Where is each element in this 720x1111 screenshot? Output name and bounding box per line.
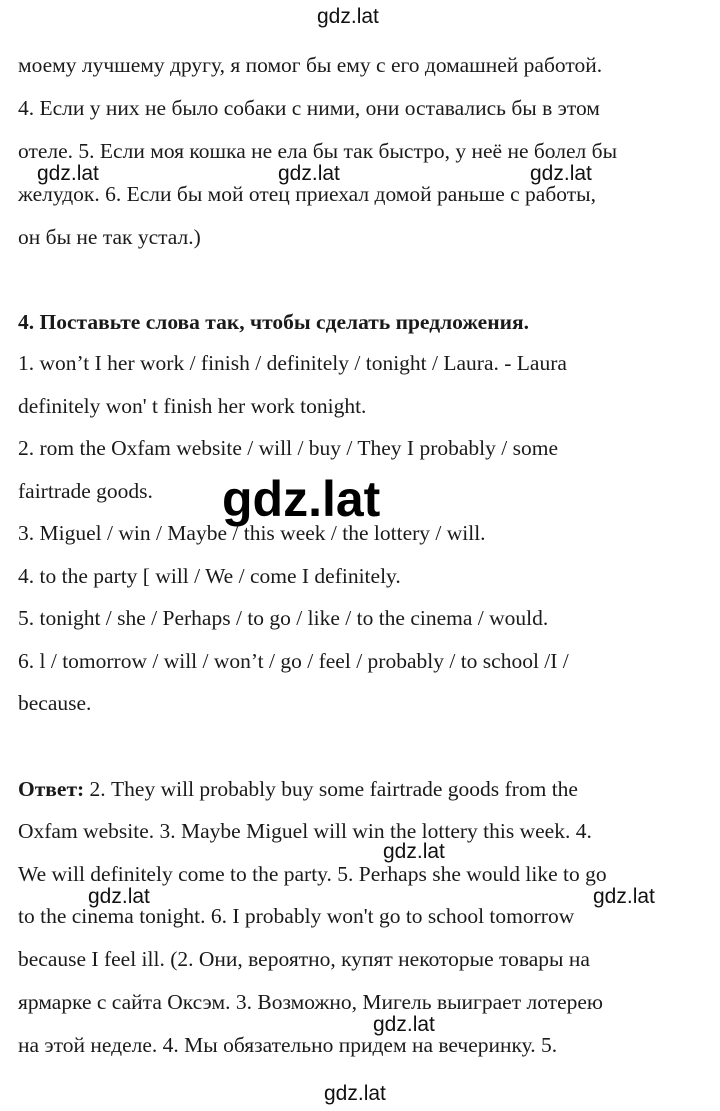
exercise-line: definitely won' t finish her work tonight. bbox=[18, 394, 367, 418]
watermark: gdz.lat bbox=[530, 162, 592, 185]
exercise-heading: 4. Поставьте слова так, чтобы сделать предложения. bbox=[18, 310, 529, 334]
text-line: 4. Если у них не было собаки с ними, они оставались бы в этом bbox=[18, 96, 600, 120]
watermark-bottom: gdz.lat bbox=[324, 1082, 386, 1105]
answer-line: на этой неделе. 4. Мы обязательно придем на вечеринку. 5. bbox=[18, 1033, 558, 1057]
exercise-line: 5. tonight / she / Perhaps / to go / like / to the cinema / would. bbox=[18, 606, 549, 630]
watermark: gdz.lat bbox=[593, 885, 655, 908]
answer-line: ярмарке с сайта Оксэм. 3. Возможно, Мигель выиграет лотерею bbox=[18, 990, 603, 1014]
watermark-large: gdz.lat bbox=[222, 471, 381, 527]
watermark: gdz.lat bbox=[373, 1013, 435, 1036]
watermark: gdz.lat bbox=[88, 885, 150, 908]
watermark: gdz.lat bbox=[383, 840, 445, 863]
exercise-line: fairtrade goods. bbox=[18, 479, 153, 503]
answer-first-line bbox=[18, 776, 578, 802]
exercise-line: 2. rom the Oxfam website / will / buy / They I probably / some bbox=[18, 436, 558, 460]
text-line: желудок. 6. Если бы мой отец приехал домой раньше с работы, bbox=[18, 182, 596, 206]
exercise-line: 4. to the party [ will / We / come I definitely. bbox=[18, 564, 401, 588]
exercise-line: 1. won’t I her work / finish / definitely / tonight / Laura. - Laura bbox=[18, 351, 567, 375]
text-line: моему лучшему другу, я помог бы ему с его домашней работой. bbox=[18, 53, 603, 77]
answer-label: Ответ: bbox=[18, 777, 85, 801]
text-line: отеле. 5. Если моя кошка не ела бы так быстро, у неё не болел бы bbox=[18, 139, 618, 163]
answer-line: Oxfam website. 3. Maybe Miguel will win the lottery this week. 4. bbox=[18, 819, 592, 843]
watermark-top: gdz.lat bbox=[317, 5, 379, 28]
answer-line: to the cinema tonight. 6. I probably won't go to school tomorrow bbox=[18, 904, 575, 928]
text-line: он бы не так устал.) bbox=[18, 225, 201, 249]
answer-line: We will definitely come to the party. 5. Perhaps she would like to go bbox=[18, 862, 607, 886]
answer-line: because I feel ill. (2. Они, вероятно, купят некоторые товары на bbox=[18, 947, 590, 971]
watermark: gdz.lat bbox=[37, 162, 99, 185]
exercise-line: 6. l / tomorrow / will / won’t / go / feel / probably / to school /I / bbox=[18, 649, 569, 673]
exercise-line: because. bbox=[18, 691, 92, 715]
watermark: gdz.lat bbox=[278, 162, 340, 185]
answer-text: 2. They will probably buy some fairtrade goods from the bbox=[84, 777, 578, 801]
exercise-line: 3. Miguel / win / Maybe / this week / the lottery / will. bbox=[18, 521, 486, 545]
